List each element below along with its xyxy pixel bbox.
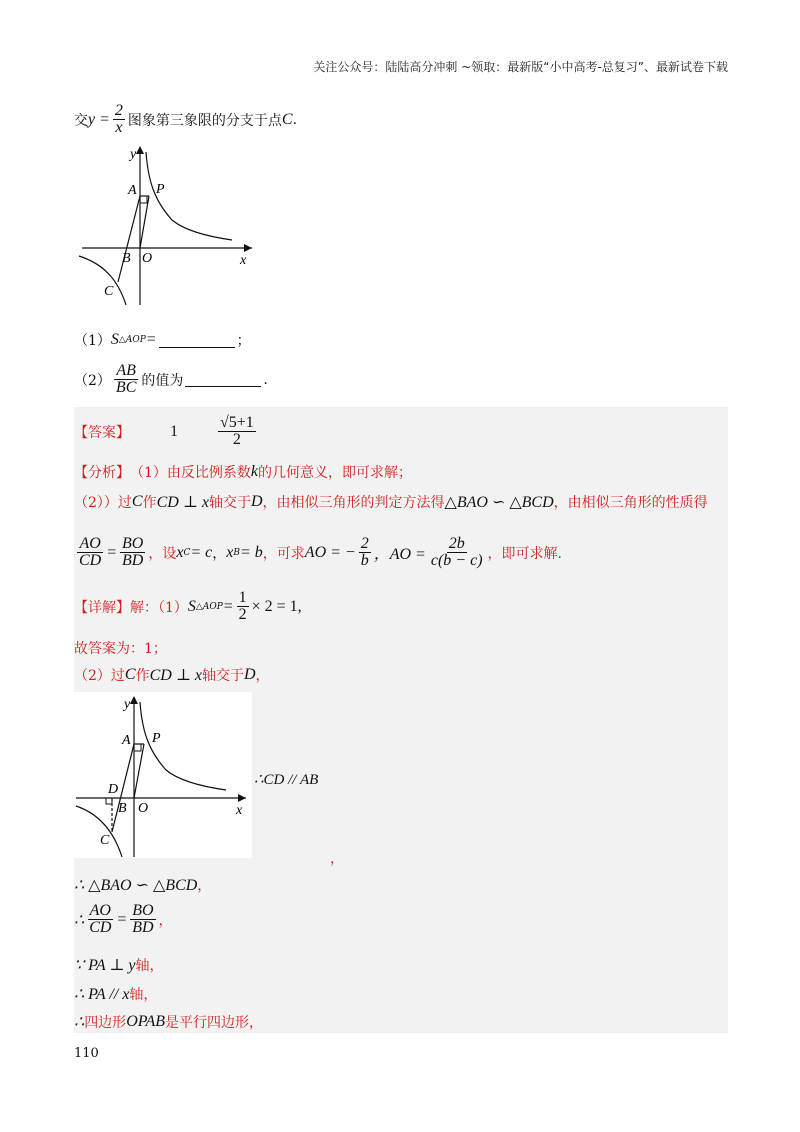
x-arrow-icon	[244, 244, 252, 252]
analysis-f1n: AO	[79, 535, 101, 552]
analysis-f2n: BO	[122, 535, 144, 552]
detail-perp-end: 轴，	[135, 958, 164, 974]
detail-frac	[237, 590, 249, 623]
label2-o: O	[138, 801, 149, 816]
analysis-ao2: ，AO =	[373, 546, 426, 563]
detail-quad-opab: OPAB	[126, 1013, 165, 1030]
detail-perp	[74, 955, 164, 975]
analysis-tag: 【分析】	[74, 465, 130, 481]
intro-line	[74, 103, 297, 136]
analysis-line-1	[74, 462, 412, 482]
analysis-xc: x	[176, 543, 184, 561]
detail-ratio: ∴ $\frac{AO}{CD}$ = $\frac{BO}{BD}$ ，	[74, 902, 173, 936]
right-angle-mark-3	[106, 798, 112, 804]
label2-c: C	[100, 833, 110, 848]
label-c: C	[104, 284, 114, 299]
label2-p: P	[152, 731, 161, 746]
detail-ratio-pre: ∴	[74, 911, 85, 929]
detail-ratio-end: ，	[158, 912, 173, 929]
detail-rd2: BD	[132, 919, 154, 936]
curve2-branch-3	[76, 806, 122, 857]
detail-l2-c2: 轴交于	[201, 668, 244, 684]
analysis-f4n: 2b	[448, 535, 465, 552]
intro-den: x	[115, 119, 123, 136]
analysis-l1: （1）由反比例系数	[130, 465, 251, 481]
q1-end: ；	[236, 333, 251, 349]
answer-2-den: 2	[232, 431, 241, 448]
segment2-po	[134, 744, 144, 798]
analysis-xc-sub: C	[183, 547, 191, 558]
q1-s: S	[110, 331, 119, 348]
q1-sub: △AOP	[118, 335, 146, 345]
graph-figure-1	[74, 140, 264, 310]
x-arrow-icon-2	[238, 794, 246, 802]
analysis-k: k	[250, 463, 259, 480]
label-y: y	[130, 147, 137, 162]
q2-label: （2）	[74, 372, 111, 389]
analysis-ao: AO = −	[304, 543, 356, 561]
analysis-line-2	[74, 492, 708, 512]
analysis-l2-tail: ，由相似三角形的性质得	[553, 495, 708, 511]
detail-line-1	[74, 590, 302, 623]
analysis-xb: x	[226, 543, 234, 561]
label2-a: A	[122, 733, 131, 748]
detail-line-2	[74, 665, 270, 685]
detail-tag: 【详解】	[74, 599, 130, 616]
analysis-l2-b: 作	[142, 495, 157, 511]
analysis-xc-val: = c	[190, 543, 213, 561]
detail-tail: × 2 = 1,	[251, 597, 302, 615]
segment-po	[140, 196, 149, 248]
detail-fd: 2	[238, 606, 247, 623]
label-a: A	[128, 183, 137, 198]
detail-sim: ∴ △BAO ∽ △BCD	[74, 877, 198, 894]
answer-1: 1	[170, 422, 178, 440]
analysis-f4d: c(b − c)	[430, 552, 483, 569]
analysis-set: ，设	[148, 545, 177, 562]
detail-perp-text: ∵ PA ⊥ y	[74, 957, 136, 974]
detail-fn: 1	[238, 589, 247, 606]
analysis-xb-sub: B	[233, 547, 240, 558]
detail-l2-d: D	[243, 666, 256, 683]
answer-2	[218, 415, 256, 448]
label-x: x	[240, 253, 247, 268]
detail-sub: △AOP	[195, 601, 223, 612]
detail-rd1: CD	[89, 919, 112, 936]
label-o: O	[142, 251, 153, 266]
detail-answer: 故答案为：1；	[74, 641, 167, 657]
analysis-f1d: CD	[79, 552, 102, 569]
detail-l2-b: 作	[135, 668, 150, 684]
label2-d: D	[108, 782, 119, 797]
graph-figure-2	[74, 692, 252, 858]
analysis-l2-cd: CD ⊥ x	[156, 494, 209, 511]
answer-2-num: √5+1	[220, 414, 254, 431]
question-2	[74, 363, 268, 396]
detail-similar	[74, 875, 211, 895]
question-1	[74, 330, 251, 350]
detail-l2-end: ，	[255, 668, 270, 684]
q2-answer-blank[interactable]	[185, 372, 261, 387]
detail-l2-cd: CD ⊥ x	[149, 667, 202, 684]
detail-l2: （2）过	[74, 668, 125, 684]
right-angle-mark	[140, 196, 147, 203]
analysis-frac-4	[429, 536, 485, 569]
intro-suffix: 图象第三象限的分支于点	[127, 112, 282, 129]
analysis-frac-2	[120, 536, 145, 569]
intro-num: 2	[114, 102, 123, 119]
detail-quad	[74, 1012, 263, 1032]
label2-x: x	[236, 803, 243, 818]
label-b: B	[122, 251, 131, 266]
intro-fraction	[113, 103, 125, 136]
q2-end: .	[263, 371, 268, 388]
curve2-branch-1	[140, 702, 226, 790]
analysis-can: ，可求	[262, 545, 305, 562]
right-angle-mark-2	[134, 744, 141, 751]
detail-l2-c: C	[124, 666, 136, 683]
detail-quad-end: 是平行四边形，	[165, 1015, 263, 1031]
analysis-l2-c2: 轴交于	[208, 495, 251, 511]
analysis-f2d: BD	[122, 552, 144, 569]
q2-den: BC	[115, 379, 137, 396]
detail-parallel: ∴CD // AB	[254, 772, 319, 788]
detail-ratio-frac-2	[130, 903, 155, 936]
analysis-l2-a: （2））过	[74, 495, 132, 511]
analysis-line-3: $\frac{AO}{CD}$ = $\frac{BO}{BD}$ ，设 x C = c ， x B = b ，可求 AO = − $\frac{2}{b}$ ，AO = $\frac{2b}{c(b - c)}$ ，即可求解.	[79, 535, 562, 569]
answer-line	[74, 415, 259, 448]
segment-ac	[118, 196, 140, 282]
detail-comma: ，	[330, 851, 344, 867]
analysis-l2-sim: △BAO ∽ △BCD	[444, 494, 554, 511]
detail-sim-end: ，	[197, 878, 212, 894]
y-arrow-icon-2	[130, 696, 138, 704]
detail-rn1: AO	[89, 902, 111, 919]
intro-y-eq: y =	[88, 110, 110, 128]
label2-b: B	[118, 801, 127, 816]
intro-point: C	[281, 110, 293, 128]
detail-para-end: 轴，	[129, 987, 158, 1003]
detail-quad-mid: 四边形	[84, 1015, 127, 1031]
analysis-l3-end: ，即可求解.	[487, 545, 562, 562]
q1-label: （1）	[74, 333, 111, 349]
q1-answer-blank[interactable]	[159, 333, 235, 348]
detail-para	[74, 984, 157, 1004]
intro-prefix: 交	[74, 112, 88, 129]
analysis-frac-1	[77, 536, 103, 569]
analysis-frac-3	[359, 536, 371, 569]
label-p: P	[156, 182, 165, 197]
analysis-l1-end: 的几何意义，即可求解；	[258, 465, 413, 481]
intro-end: .	[292, 111, 298, 128]
analysis-xb-val: = b	[240, 543, 263, 561]
analysis-f3d: b	[360, 552, 369, 569]
analysis-l2-d: D	[250, 493, 263, 510]
page-header: 关注公众号：陆陆高分冲刺 ~领取：最新版“小中高考-总复习”、最新试卷下载	[313, 60, 728, 74]
q2-fraction	[114, 363, 138, 396]
detail-rn2: BO	[132, 902, 154, 919]
analysis-f3n: 2	[360, 535, 369, 552]
page-number: 110	[74, 1046, 99, 1061]
answer-tag: 【答案】	[74, 424, 130, 441]
analysis-l2-rest: ，由相似三角形的判定方法得	[262, 495, 445, 511]
analysis-l2-c: C	[131, 493, 143, 510]
q1-eq: =	[145, 331, 157, 348]
q2-text: 的值为	[141, 372, 184, 389]
detail-l1: 解：（1）	[130, 599, 188, 616]
q2-num: AB	[116, 362, 136, 379]
detail-para-text: ∴ PA // x	[74, 986, 130, 1003]
y-arrow-icon	[136, 146, 144, 154]
detail-quad-pre: ∴	[74, 1014, 85, 1031]
detail-s: S	[187, 597, 196, 615]
detail-ratio-frac-1	[87, 903, 113, 936]
detail-eq: =	[222, 597, 234, 615]
label2-y: y	[124, 697, 131, 712]
